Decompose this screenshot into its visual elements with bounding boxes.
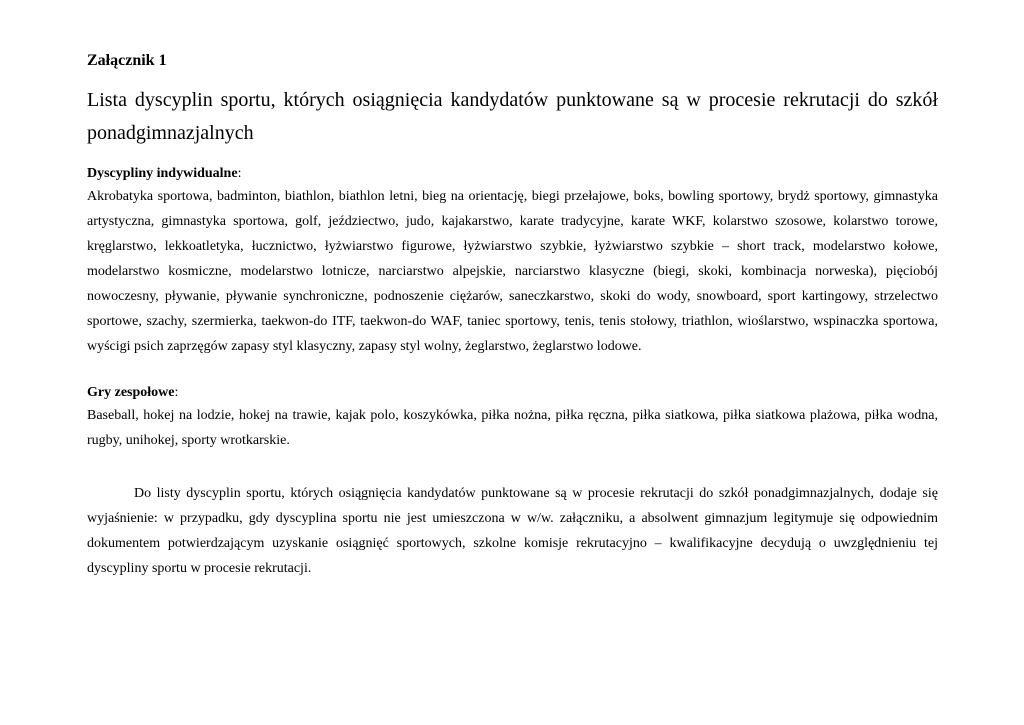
team-heading-text: Gry zespołowe [87,385,175,400]
document-title: Lista dyscyplin sportu, których osiągnięcia kandydatów punktowane są w procesie rekrutacji do szkół ponadgimnazjalnych [87,89,938,144]
team-games-list: Baseball, hokej na lodzie, hokej na trawie, kajak polo, koszykówka, piłka nożna, piłka ręczna, piłka siatkowa, piłka siatkowa plażowa, piłka wodna, rugby, unihokej, sporty wrotkarskie. [87,408,938,448]
explanatory-note: Do listy dyscyplin sportu, których osiągnięcia kandydatów punktowane są w procesie rekrutacji do szkół ponadgimnazjalnych, dodaje się wyjaśnienie: w przypadku, gdy dyscyplina sportu nie jest umieszczona w w/w. załączniku, a absolwent gimnazjum legitymuje się odpowiednim dokumentem potwierdzającym uzyskanie osiągnięć sportowych, szkolne komisje rekrutacyjno – kwalifikacyjne decydują o uwzględnieniu tej dyscypliny sportu w procesie rekrutacji. [87,486,938,576]
section-spacer [87,453,938,481]
section-spacer [87,359,938,377]
individual-disciplines-list: Akrobatyka sportowa, badminton, biathlon, biathlon letni, bieg na orientację, biegi przełajowe, boks, bowling sportowy, brydż sportowy, gimnastyka artystyczna, gimnastyka sportowa, golf, jeździectwo, judo, kajakarstwo, karate tradycyjne, karate WKF, kolarstwo szosowe, kolarstwo torowe, kręglarstwo, lekkoatletyka, łucznictwo, łyżwiarstwo figurowe, łyżwiarstwo szybkie, łyżwiarstwo szybkie – short track, modelarstwo kołowe, modelarstwo kosmiczne, modelarstwo lotnicze, narciarstwo alpejskie, narciarstwo klasyczne (biegi, skoki, kombinacja norweska), pięciobój nowoczesny, pływanie, pływanie synchroniczne, podnoszenie ciężarów, saneczkarstwo, skoki do wody, snowboard, sport kartingowy, strzelectwo sportowe, szachy, szermierka, taekwon-do ITF, taekwon-do WAF, taniec sportowy, tenis, tenis stołowy, triathlon, wioślarstwo, wspinaczka sportowa, wyścigi psich zaprzęgów zapasy styl klasyczny, zapasy styl wolny, żeglarstwo, żeglarstwo lodowe. [87,189,938,354]
document-page [87,50,938,581]
annex-label: Załącznik 1 [87,52,167,69]
individual-section-heading [87,164,938,184]
team-heading-colon: : [174,385,179,400]
team-section-heading [87,383,938,403]
individual-heading-text: Dyscypliny indywidualne [87,166,238,181]
individual-heading-colon: : [237,166,242,181]
